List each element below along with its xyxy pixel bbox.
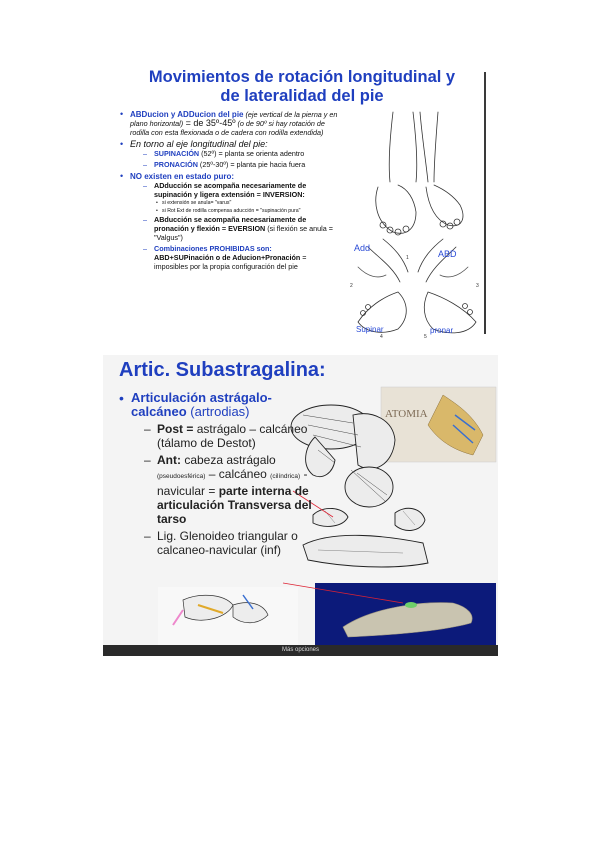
atomia-label: ATOMIA <box>385 408 428 420</box>
ligament-text: Lig. Glenoideo triangular o calcaneo-navicular (inf) <box>157 529 298 557</box>
supination-label: SUPINACIÓN <box>154 149 200 158</box>
sub-pronation <box>130 160 340 169</box>
adduction-text: ADducción se acompaña necesariamente de supinación y ligera extensión = INVERSION: <box>154 180 307 199</box>
label-abd: ABD <box>438 249 457 259</box>
bullet-abduction-head: ABDucion y ADDucion del pie <box>130 110 244 119</box>
sub-adduction-a: • si extensión se anula= "varus" <box>130 200 340 207</box>
bullet-astragalo-type: (artrodias) <box>186 404 250 419</box>
post-label: Post = <box>157 422 194 436</box>
label-supinar: Supinar <box>356 325 384 334</box>
slide-2-bullet-list <box>117 391 317 559</box>
abduction-bold: ABducción se acompaña necesariamente de pronación y flexión = EVERSION <box>154 215 307 233</box>
ant-text-2: – calcáneo <box>205 467 267 481</box>
bullet-astragalo-calcaneo <box>117 391 317 557</box>
bullet-abduction-value: = de 35º-45º <box>183 118 236 128</box>
label-n2: 2 <box>350 283 353 289</box>
sub-adduction <box>130 181 340 199</box>
bullet-longitudinal-head: En torno al eje longitudinal del pie: <box>130 139 268 149</box>
sub-post <box>131 422 317 450</box>
pronation-text: (25º-30º) = planta pie hacia fuera <box>197 159 306 169</box>
bullet-abduction-note: (o de 90º si hay rotación de rodilla con esta flexionada o de cadera con rodilla extendida) <box>130 119 325 137</box>
supination-text: (52º) = planta se orienta adentro <box>199 149 305 158</box>
bottom-options-bar <box>103 645 498 656</box>
ant-text-1: cabeza astrágalo <box>181 453 276 467</box>
slide-2-title: Artic. Subastragalina: <box>119 359 326 381</box>
bullet-abduction-axis: (eje vertical de la pierna y en plano horizontal) <box>130 110 338 128</box>
sub-adduction-b: • si Rot Ext de rodilla compensa aducción = "supinación pura" <box>130 208 340 215</box>
slide-2 <box>103 355 498 656</box>
prohibited-rest: = imposibles por la propia configuración del pie <box>154 252 307 271</box>
prohibited-bold: ABD+SUPinación o de Aducion+Pronación <box>154 252 301 262</box>
label-pronar: pronar <box>430 326 454 335</box>
bullet-not-pure <box>118 172 340 271</box>
prohibited-label: – Combinaciones PROHIBIDAS son: <box>154 243 272 253</box>
slide-1-title <box>122 68 482 106</box>
post-text: astrágalo – calcáneo (tálamo de Destot) <box>157 422 308 450</box>
label-n3: 3 <box>476 283 479 289</box>
ant-text-3: - navicular = <box>157 467 308 498</box>
label-n5: 5 <box>424 334 427 339</box>
ant-bold-2: parte interna de articulación Transversa del tarso <box>157 484 312 526</box>
abduction-rest: (si flexión se anula = "Valgus") <box>154 224 333 242</box>
sub-prohibited <box>130 244 340 271</box>
more-options-button[interactable]: Más opciones <box>281 647 320 653</box>
label-add: Add <box>354 243 371 253</box>
sub-supination <box>130 149 340 158</box>
feet-illustration <box>338 107 486 339</box>
slide-1 <box>110 62 490 340</box>
ant-small-1: (pseudoesférica) <box>157 473 206 480</box>
bullet-longitudinal-axis <box>118 140 340 169</box>
sub-ant <box>131 453 317 526</box>
title-line-1: Movimientos de rotación longitudinal y <box>148 68 456 86</box>
bullet-not-pure-head: NO existen en estado puro: <box>130 171 235 181</box>
pronation-label: PRONACIÓN <box>154 159 198 169</box>
bullet-astragalo-head: Articulación astrágalo-calcáneo <box>131 390 272 419</box>
ant-small-2: (cilíndrica) <box>270 473 301 480</box>
slide-1-bullet-list <box>118 110 340 274</box>
sub-abduction <box>130 215 340 242</box>
sub-ligament <box>131 529 317 557</box>
title-line-2: de lateralidad del pie <box>220 87 384 105</box>
label-n1: 1 <box>406 255 409 261</box>
label-n4: 4 <box>380 334 383 339</box>
bullet-abduction <box>118 110 340 137</box>
ant-label: Ant: <box>157 453 181 467</box>
